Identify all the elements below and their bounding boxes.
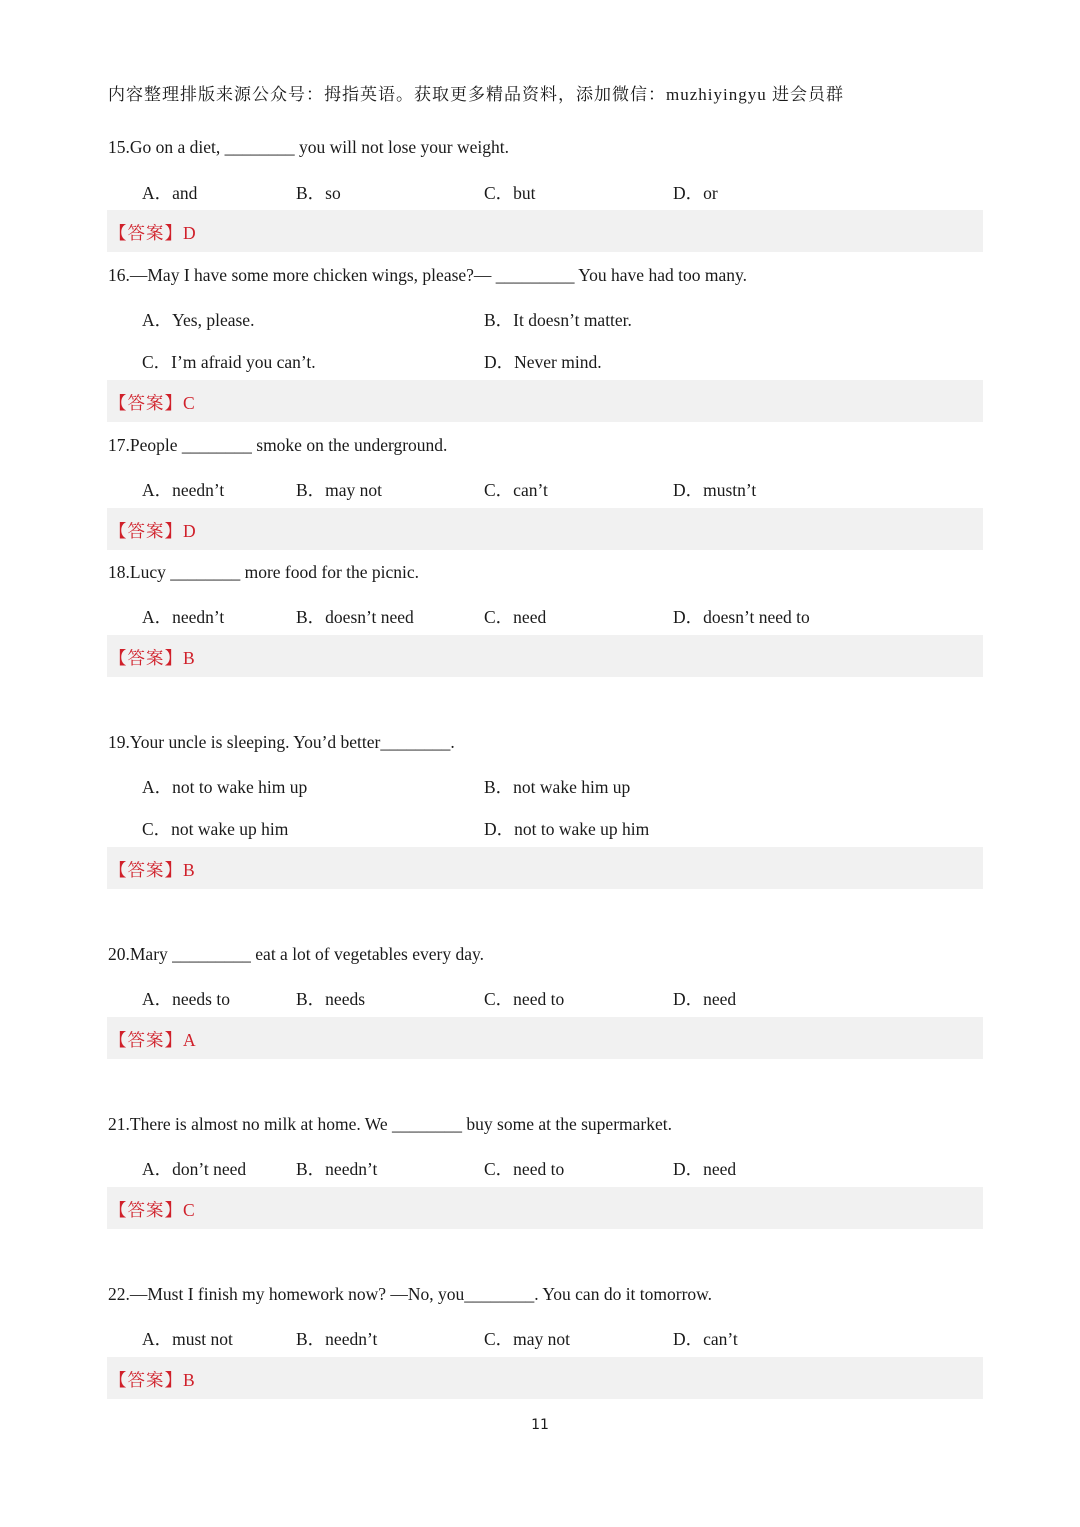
question-16-stem: 16.—May I have some more chicken wings, please?— _________ You have had too many. [108, 265, 747, 285]
q22-answer: 【答案】B [109, 1370, 196, 1390]
q18-option-c: C．need [484, 607, 547, 627]
q15-option-d: D．or [673, 183, 718, 203]
q19-answer-box [107, 847, 983, 889]
q19-option-a: A．not to wake him up [142, 777, 308, 797]
q20-option-c: C．need to [484, 989, 565, 1009]
q22-option-c: C．may not [484, 1329, 571, 1349]
question-21-stem: 21.There is almost no milk at home. We ________ buy some at the supermarket. [108, 1114, 672, 1134]
q18-option-b: B．doesn’t need [296, 607, 414, 627]
question-17-stem: 17.People ________ smoke on the underground. [108, 435, 448, 455]
q19-answer: 【答案】B [109, 860, 196, 880]
q20-option-a: A．needs to [142, 989, 230, 1009]
q17-answer: 【答案】D [109, 521, 197, 541]
q20-answer: 【答案】A [109, 1030, 197, 1050]
q19-option-c: C．not wake up him [142, 819, 289, 839]
q17-answer-box [107, 508, 983, 550]
q15-option-b: B．so [296, 183, 341, 203]
q16-answer-box [107, 380, 983, 422]
q16-option-b: B．It doesn’t matter. [484, 310, 632, 330]
q18-option-a: A．needn’t [142, 607, 225, 627]
q19-option-b: B．not wake him up [484, 777, 631, 797]
q15-option-c: C．but [484, 183, 536, 203]
q21-option-d: D．need [673, 1159, 737, 1179]
q22-option-d: D．can’t [673, 1329, 738, 1349]
q15-answer-box [107, 210, 983, 252]
q20-option-d: D．need [673, 989, 737, 1009]
page-number: 11 [531, 1417, 549, 1433]
question-15-stem: 15.Go on a diet, ________ you will not lose your weight. [108, 137, 510, 157]
q16-answer: 【答案】C [109, 393, 196, 413]
q21-answer-box [107, 1187, 983, 1229]
page-header: 内容整理排版来源公众号：拇指英语。获取更多精品资料，添加微信：muzhiyingyu 进会员群 [108, 85, 844, 104]
q19-option-d: D．not to wake up him [484, 819, 650, 839]
question-18-stem: 18.Lucy ________ more food for the picnic. [108, 562, 420, 582]
q17-option-c: C．can’t [484, 480, 548, 500]
q22-option-a: A．must not [142, 1329, 233, 1349]
q22-option-b: B．needn’t [296, 1329, 378, 1349]
q16-option-d: D．Never mind. [484, 352, 602, 372]
q16-option-a: A．Yes, please. [142, 310, 255, 330]
q21-answer: 【答案】C [109, 1200, 196, 1220]
q16-option-c: C．I’m afraid you can’t. [142, 352, 316, 372]
q20-option-b: B．needs [296, 989, 366, 1009]
q17-option-d: D．mustn’t [673, 480, 757, 500]
question-19-stem: 19.Your uncle is sleeping. You’d better________. [108, 732, 455, 752]
q18-answer: 【答案】B [109, 648, 196, 668]
q20-answer-box [107, 1017, 983, 1059]
question-20-stem: 20.Mary _________ eat a lot of vegetables every day. [108, 944, 484, 964]
question-22-stem: 22.—Must I finish my homework now? —No, you________. You can do it tomorrow. [108, 1284, 713, 1304]
q18-answer-box [107, 635, 983, 677]
q17-option-b: B．may not [296, 480, 383, 500]
q18-option-d: D．doesn’t need to [673, 607, 810, 627]
q15-option-a: A．and [142, 183, 198, 203]
q21-option-c: C．need to [484, 1159, 565, 1179]
q21-option-b: B．needn’t [296, 1159, 378, 1179]
q21-option-a: A．don’t need [142, 1159, 247, 1179]
q15-answer: 【答案】D [109, 223, 197, 243]
q22-answer-box [107, 1357, 983, 1399]
q17-option-a: A．needn’t [142, 480, 225, 500]
